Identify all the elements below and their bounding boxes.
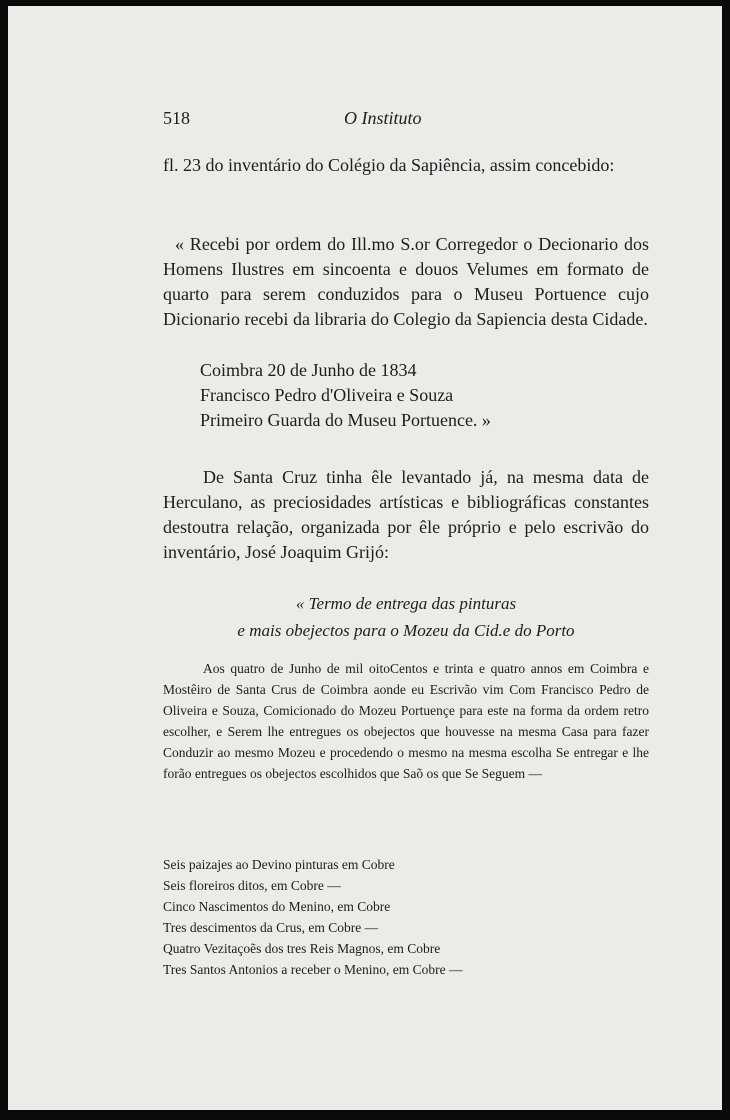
termo-title	[163, 590, 649, 644]
santa-cruz-paragraph: De Santa Cruz tinha êle levantado já, na mesma data de Herculano, as preciosidades artísticas e bibliográficas constantes destoutra relação, organizada por êle próprio e pelo escrivão do inventário, José Joaquim Grijó:	[163, 467, 649, 562]
list-item: Seis floreiros ditos, em Cobre —	[163, 878, 341, 893]
list-item: Tres Santos Antonios a receber o Menino, em Cobre —	[163, 962, 463, 977]
receipt-signature	[200, 358, 649, 433]
items-list	[163, 854, 649, 980]
signature-line: Francisco Pedro d'Oliveira e Souza	[200, 385, 454, 405]
page-header	[163, 108, 488, 132]
signature-line: Coimbra 20 de Junho de 1834	[200, 360, 417, 380]
running-title: O Instituto	[344, 108, 422, 128]
list-item: Cinco Nascimentos do Menino, em Cobre	[163, 899, 391, 914]
list-item: Seis paizajes ao Devino pinturas em Cobre	[163, 857, 395, 872]
signature-line: Primeiro Guarda do Museu Portuence. »	[200, 410, 491, 430]
termo-paragraph: Aos quatro de Junho de mil oitoCentos e trinta e quatro annos em Coimbra e Mostêiro de Santa Crus de Coimbra aonde eu Escrivão vim Com Francisco Pedro de Oliveira e Souza, Comicionado do Mozeu Portuençe para este na forma da ordem retro escolher, e Serem lhe entregues os obejectos que houvesse na mesma Casa para fazer Conduzir ao mesmo Mozeu e procedendo o mesmo na mesma escolha Se entregar e lhe forão entregues os obejectos escolhidos que Saõ os que Se Seguem —	[163, 661, 649, 781]
intro-paragraph: fl. 23 do inventário do Colégio da Sapiência, assim concebido:	[163, 155, 615, 175]
list-item: Tres descimentos da Crus, em Cobre —	[163, 920, 379, 935]
termo-title-line: « Termo de entrega das pinturas	[295, 594, 517, 613]
list-item: Quatro Vezitaçoẽs dos tres Reis Magnos, em Cobre	[163, 941, 441, 956]
quoted-receipt-text: « Recebi por ordem do Ill.mo S.or Corregedor o Decionario dos Homens Ilustres em sincoenta e douos Velumes em formato de quarto para serem conduzidos para o Museu Portuence cujo Dicionario recebi da libraria do Colegio da Sapiencia desta Cidade.	[163, 234, 649, 329]
termo-title-line: e mais obejectos para o Mozeu da Cid.e do Porto	[237, 621, 575, 640]
page-number: 518	[163, 108, 190, 128]
book-page	[8, 6, 722, 1110]
quoted-receipt	[163, 232, 649, 332]
